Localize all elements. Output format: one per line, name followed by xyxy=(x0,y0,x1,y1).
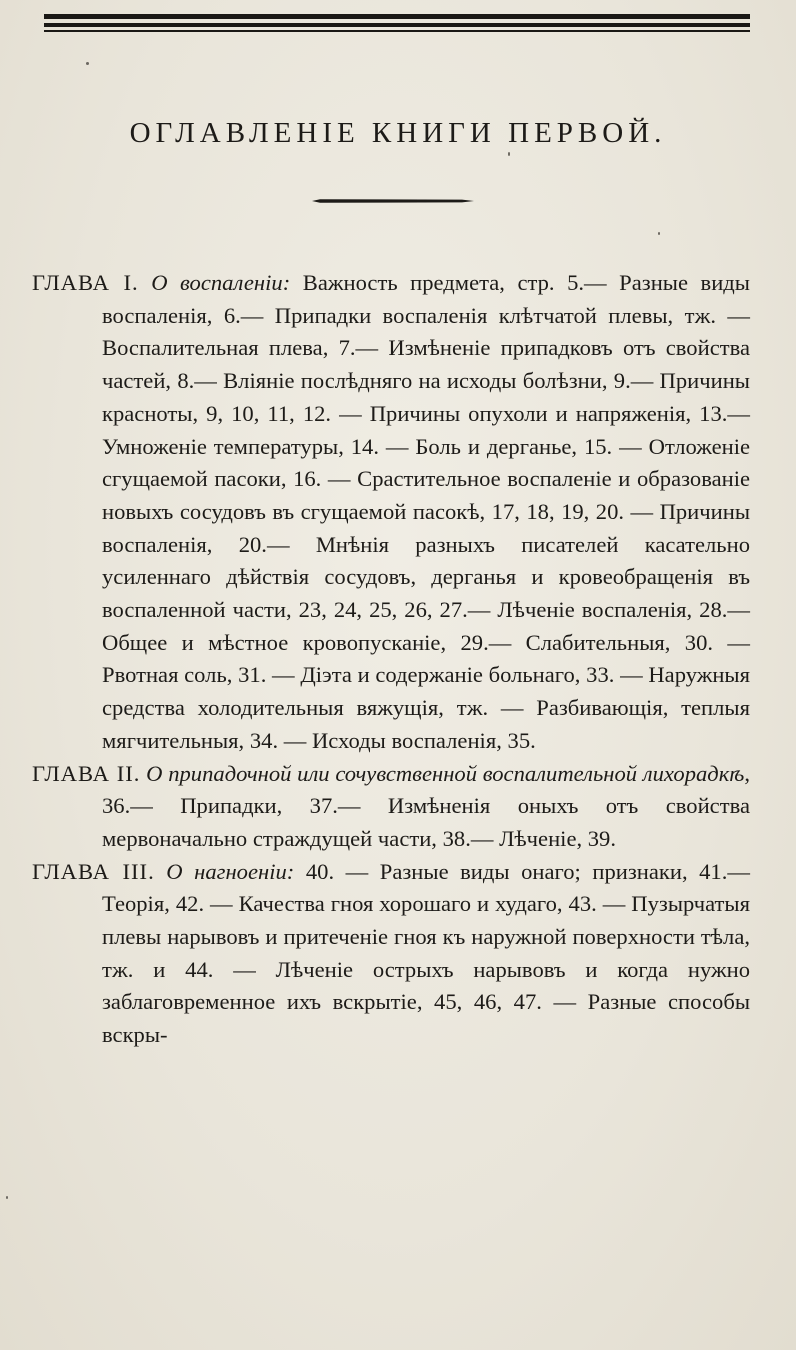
chapter-heading: ГЛАВА III. xyxy=(32,858,155,884)
top-rule-middle xyxy=(44,23,750,27)
paper-speck xyxy=(658,232,660,235)
toc-entry-chapter-2 xyxy=(32,758,750,856)
table-of-contents xyxy=(32,267,750,1052)
ornament-rule xyxy=(312,198,474,204)
toc-entry-chapter-3 xyxy=(32,856,750,1052)
toc-entry-chapter-1 xyxy=(32,267,750,758)
chapter-contents: Важность предмета, стр. 5.— Разные виды воспаленія, 6.— Припадки воспаленія клѣтчатой плевы, тж. — Воспалительная плева, 7.— Измѣненіе припадковъ отъ свойства частей, 8.— Вліяніе послѣдняго на исходы болѣзни, 9.— Причины красноты, 9, 10, 11, 12. — Причины опухоли и напряженія, 13.— Умноженіе температуры, 14. — Боль и дерганье, 15. — Отложеніе сгущаемой пасоки, 16. — Срастительное воспаленіе и образованіе новыхъ сосудовъ въ сгущаемой пасокѣ, 17, 18, 19, 20. — Причины воспаленія, 20.— Мнѣнія разныхъ писателей касательно усиленнаго дѣйствія сосудовъ, дерганья и кровеобращенія въ воспаленной части, 23, 24, 25, 26, 27.— Лѣченіе воспаленія, 28.— Общее и мѣстное кровопусканіе, 29.— Слабительныя, 30. — Рвотная соль, 31. — Діэта и содержаніе больнаго, 33. — Наружныя средства холодительныя вяжущія, тж. — Разбивающія, теплыя мягчительныя, 34. — Исходы воспаленія, 35. xyxy=(102,270,750,753)
paper-speck xyxy=(86,62,89,65)
chapter-subject: О нагноеніи: xyxy=(166,858,295,884)
paper-speck xyxy=(508,152,510,156)
page-title: ОГЛАВЛЕНІЕ КНИГИ ПЕРВОЙ. xyxy=(129,117,667,150)
chapter-subject: О припадочной или сочувственной воспалительной лихорадкѣ xyxy=(146,760,745,786)
chapter-heading: ГЛАВА I. xyxy=(32,270,139,295)
chapter-subject: О воспаленіи: xyxy=(151,270,291,295)
chapter-contents: , 36.— Припадки, 37.— Измѣненія оныхъ отъ свойства мервоначально страждущей части, 38.— Лѣченіе, 39. xyxy=(102,760,751,851)
chapter-heading: ГЛАВА II. xyxy=(32,760,141,786)
chapter-contents: 40. — Разные виды онаго; признаки, 41.— Теорія, 42. — Качества гноя хорошаго и худаго, 43. — Пузырчатыя плевы нарывовъ и притеченіе гноя къ наружной поверхности тѣла, тж. и 44. — Лѣченіе острыхъ нарывовъ и когда нужно заблаговременное ихъ вскрытіе, 45, 46, 47. — Разные способы вскры- xyxy=(102,858,750,1048)
top-rule-thin xyxy=(44,30,750,32)
top-rule-thick xyxy=(44,14,750,19)
paper-speck xyxy=(6,1196,8,1199)
